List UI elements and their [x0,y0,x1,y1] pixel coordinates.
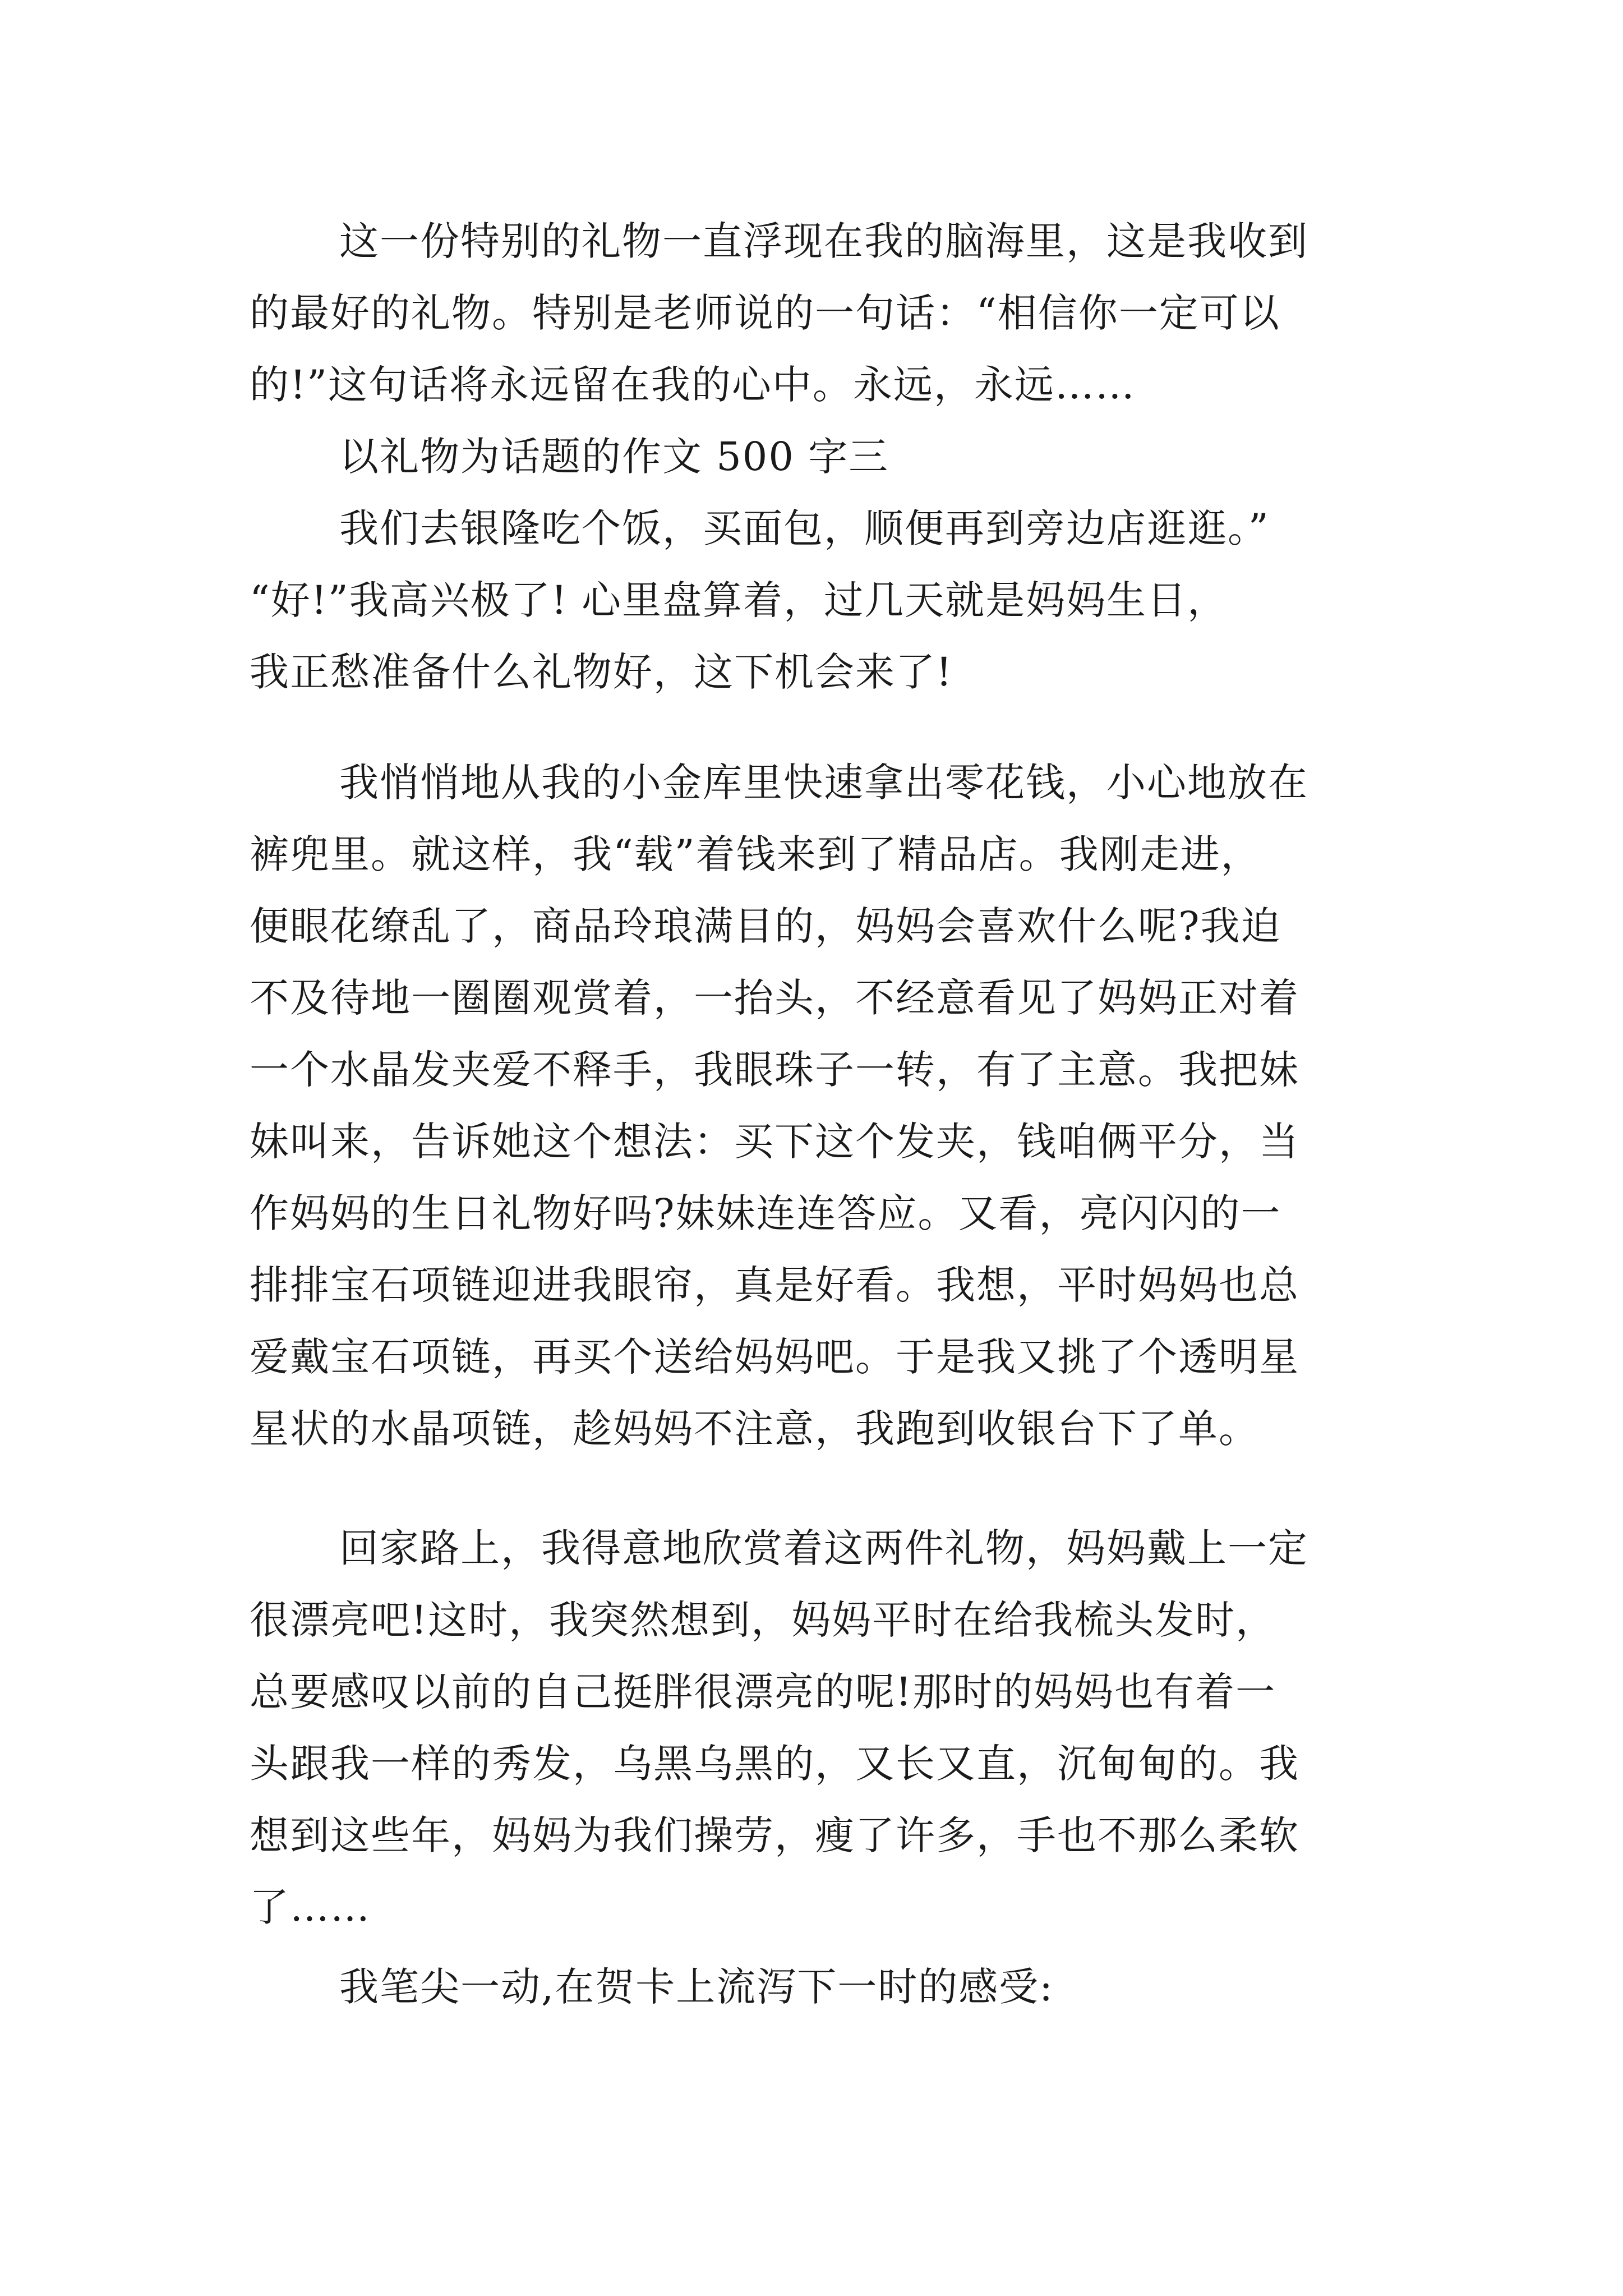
paragraph-line: “好!”我高兴极了! 心里盘算着，过几天就是妈妈生日， [250,577,1228,623]
paragraph-line: 一个水晶发夹爱不释手，我眼珠子一转，有了主意。我把妹 [250,1047,1299,1093]
paragraph-line: 我正愁准备什么礼物好，这下机会来了! [250,649,953,695]
paragraph-line: 想到这些年，妈妈为我们操劳，瘦了许多，手也不那么柔软 [250,1812,1299,1858]
paragraph-line: 这一份特别的礼物一直浮现在我的脑海里，这是我收到 [339,218,1308,264]
paragraph-line: 很漂亮吧!这时，我突然想到，妈妈平时在给我梳头发时， [250,1597,1276,1643]
paragraph-line: 便眼花缭乱了，商品玲琅满目的，妈妈会喜欢什么呢?我迫 [250,903,1281,949]
paragraph-line: 我悄悄地从我的小金库里快速拿出零花钱，小心地放在 [339,760,1308,806]
section-heading: 以礼物为话题的作文 500 字三 [339,434,889,480]
paragraph-line: 妹叫来，告诉她这个想法：买下这个发夹，钱咱俩平分，当 [250,1119,1299,1165]
paragraph-line: 头跟我一样的秀发，乌黑乌黑的，又长又直，沉甸甸的。我 [250,1741,1299,1787]
paragraph-line: 总要感叹以前的自己挺胖很漂亮的呢!那时的妈妈也有着一 [250,1669,1276,1715]
paragraph-line: 裤兜里。就这样，我“载”着钱来到了精品店。我刚走进， [250,831,1261,877]
paragraph-line: 的!”这句话将永远留在我的心中。永远，永远…… [250,362,1136,408]
paragraph-line: 爱戴宝石项链，再买个送给妈妈吧。于是我又挑了个透明星 [250,1334,1299,1380]
paragraph-line: 了…… [250,1884,371,1930]
paragraph-line: 我们去银隆吃个饭，买面包，顺便再到旁边店逛逛。” [339,505,1270,551]
paragraph-line: 排排宝石项链迎进我眼帘，真是好看。我想，平时妈妈也总 [250,1262,1299,1308]
paragraph-line: 星状的水晶项链，趁妈妈不注意，我跑到收银台下了单。 [250,1406,1259,1452]
paragraph-line: 作妈妈的生日礼物好吗?妹妹连连答应。又看，亮闪闪的一 [250,1190,1281,1236]
paragraph-line: 的最好的礼物。特别是老师说的一句话：“相信你一定可以 [250,290,1280,336]
paragraph-line: 我笔尖一动,在贺卡上流泻下一时的感受: [339,1964,1054,2010]
paragraph-line: 不及待地一圈圈观赏着，一抬头，不经意看见了妈妈正对着 [250,975,1299,1021]
paragraph-line: 回家路上，我得意地欣赏着这两件礼物，妈妈戴上一定 [339,1525,1308,1571]
